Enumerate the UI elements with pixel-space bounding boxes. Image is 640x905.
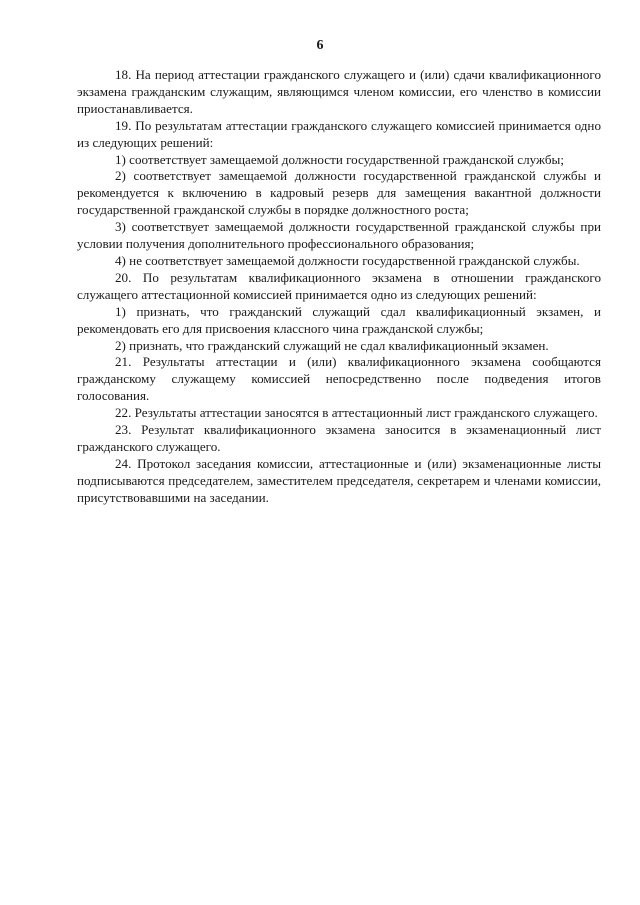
paragraph-24: 24. Протокол заседания комиссии, аттестационные и (или) экзаменационные листы подписываются председателем, заместителем председателя, секретарем и членами комиссии, присутствовавшими на заседании. bbox=[77, 455, 601, 505]
paragraph-20-item-1: 1) признать, что гражданский служащий сдал квалификационный экзамен, и рекомендовать его для присвоения классного чина гражданской службы; bbox=[77, 303, 601, 336]
paragraph-23: 23. Результат квалификационного экзамена заносится в экзаменационный лист гражданского служащего. bbox=[77, 422, 601, 454]
paragraph-22: 22. Результаты аттестации заносятся в аттестационный лист гражданского служащего. bbox=[115, 405, 598, 421]
paragraph-19: 19. По результатам аттестации гражданского служащего комиссией принимается одно из следующих решений: bbox=[77, 117, 601, 150]
paragraph-19-item-4: 4) не соответствует замещаемой должности государственной гражданской службы. bbox=[115, 252, 580, 268]
document-body bbox=[77, 67, 601, 507]
page-number: 6 bbox=[316, 38, 324, 53]
paragraph-18: 18. На период аттестации гражданского служащего и (или) сдачи квалификационного экзамена гражданским служащим, являющимся членом комиссии, его членство в комиссии приостанавливается. bbox=[77, 67, 601, 116]
paragraph-19-item-2: 2) соответствует замещаемой должности государственной гражданской службы и рекомендуется к включению в кадровый резерв для замещения вакантной должности государственной гражданской службы в порядке должностного роста; bbox=[77, 168, 601, 218]
paragraph-20-item-2: 2) признать, что гражданский служащий не сдал квалификационный экзамен. bbox=[115, 337, 549, 353]
paragraph-20: 20. По результатам квалификационного экзамена в отношении гражданского служащего аттестационной комиссией принимается одно из следующих решений: bbox=[77, 269, 601, 302]
paragraph-21: 21. Результаты аттестации и (или) квалификационного экзамена сообщаются гражданскому служащему комиссией непосредственно после подведения итогов голосования. bbox=[77, 354, 601, 404]
paragraph-19-item-3: 3) соответствует замещаемой должности государственной гражданской службы при условии получения дополнительного профессионального образования; bbox=[77, 219, 601, 252]
paragraph-19-item-1: 1) соответствует замещаемой должности государственной гражданской службы; bbox=[115, 151, 564, 167]
